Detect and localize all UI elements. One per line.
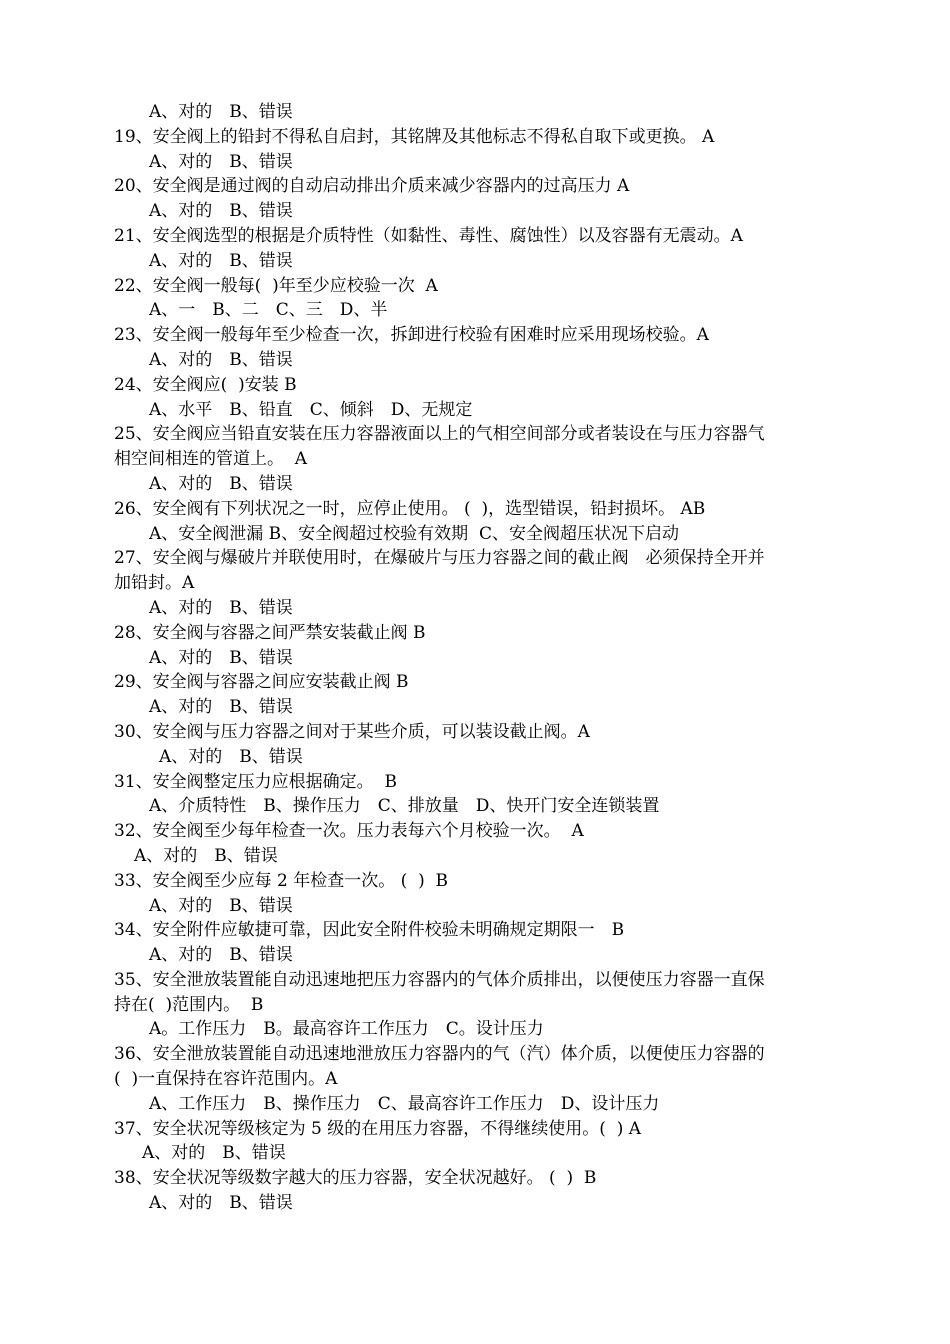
question-text-line: 19、安全阀上的铅封不得私自启封，其铭牌及其他标志不得私自取下或更换。 A [114,126,715,147]
question-text-line: 21、安全阀选型的根据是介质特性（如黏性、毒性、腐蚀性）以及容器有无震动。A [114,225,743,246]
answer-options-line: A、对的 B、错误 [149,647,293,668]
question-text-line: 持在( )范围内。 B [114,994,264,1015]
question-text-line: 38、安全状况等级数字越大的压力容器，安全状况越好。 ( ) B [114,1168,597,1189]
question-text-line: ( )一直保持在容许范围内。A [114,1069,338,1090]
answer-options-line: A、水平 B、铅直 C、倾斜 D、无规定 [149,399,473,420]
question-text-line: 33、安全阀至少应每 2 年检查一次。 ( ) B [114,870,449,891]
question-text-line: 36、安全泄放装置能自动迅速地泄放压力容器内的气（汽）体介质，以便使压力容器的 [114,1044,765,1065]
question-text-line: 22、安全阀一般每( )年至少应校验一次 A [114,275,438,296]
question-text-line: 30、安全阀与压力容器之间对于某些介质，可以装设截止阀。A [114,721,590,742]
answer-options-line: A、对的 B、错误 [149,1193,293,1214]
answer-options-line: A。工作压力 B。最高容许工作压力 C。设计压力 [149,1019,544,1040]
question-text-line: 31、安全阀整定压力应根据确定。 B [114,771,397,792]
question-text-line: 28、安全阀与容器之间严禁安装截止阀 B [114,622,426,643]
question-text-line: 35、安全泄放装置能自动迅速地把压力容器内的气体介质排出，以便使压力容器一直保 [114,969,765,990]
answer-options-line: A、对的 B、错误 [149,151,293,172]
answer-options-line: A、对的 B、错误 [134,845,278,866]
answer-options-line: A、对的 B、错误 [149,473,293,494]
answer-options-line: A、对的 B、错误 [149,250,293,271]
question-text-line: 相空间相连的管道上。 A [114,449,308,470]
answer-options-line: A、对的 B、错误 [159,746,303,767]
answer-options-line: A、对的 B、错误 [149,102,293,122]
question-text-line: 29、安全阀与容器之间应安装截止阀 B [114,672,409,693]
answer-options-line: A、对的 B、错误 [149,945,293,966]
answer-options-line: A、一 B、二 C、三 D、半 [149,300,388,321]
answer-options-line: A、对的 B、错误 [149,895,293,916]
question-text-line: 20、安全阀是通过阀的自动启动排出介质来减少容器内的过高压力 A [114,176,630,197]
answer-options-line: A、对的 B、错误 [142,1143,286,1164]
answer-options-line: A、安全阀泄漏 B、安全阀超过校验有效期 C、安全阀超压状况下启动 [149,523,679,544]
answer-options-line: A、介质特性 B、操作压力 C、排放量 D、快开门安全连锁装置 [149,796,660,817]
question-text-line: 32、安全阀至少每年检查一次。压力表每六个月校验一次。 A [114,821,584,842]
question-text-line: 25、安全阀应当铅直安装在压力容器液面以上的气相空间部分或者装设在与压力容器气 [114,424,765,445]
answer-options-line: A、对的 B、错误 [149,697,293,718]
answer-options-line: A、对的 B、错误 [149,349,293,370]
question-text-line: 23、安全阀一般每年至少检查一次，拆卸进行校验有困难时应采用现场校验。A [114,325,709,346]
question-text-line: 37、安全状况等级核定为 5 级的在用压力容器，不得继续使用。( ) A [114,1118,642,1139]
question-text-line: 26、安全阀有下列状况之一时，应停止使用。 ( )，选型错误，铅封损坏。 AB [114,498,706,519]
question-text-line: 加铅封。A [114,573,195,594]
question-text-line: 27、安全阀与爆破片并联使用时，在爆破片与压力容器之间的截止阀 必须保持全开并 [114,548,765,569]
answer-options-line: A、工作压力 B、操作压力 C、最高容许工作压力 D、设计压力 [149,1093,660,1114]
question-text-line: 34、安全附件应敏捷可靠，因此安全附件校验未明确规定期限一 B [114,920,625,941]
answer-options-line: A、对的 B、错误 [149,201,293,222]
question-text-line: 24、安全阀应( )安装 B [114,374,297,395]
answer-options-line: A、对的 B、错误 [149,597,293,618]
question-list [114,100,854,1216]
